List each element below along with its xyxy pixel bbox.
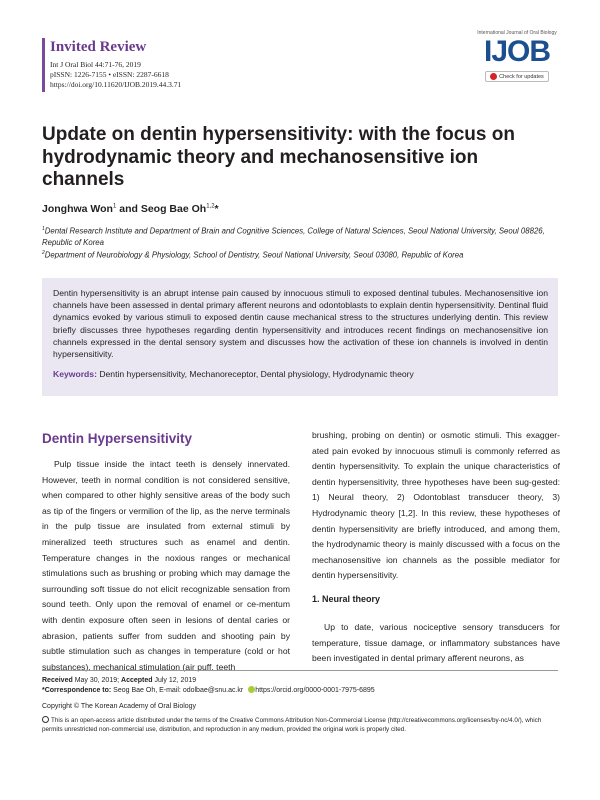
- received-date: May 30, 2019;: [72, 677, 122, 684]
- article-type: Invited Review: [50, 39, 147, 55]
- right-column: [312, 428, 560, 667]
- authors: [42, 203, 219, 215]
- keywords-list: Dentin hypersensitivity, Mechanoreceptor, Dental physiology, Hydrodynamic theory: [96, 369, 414, 380]
- abstract-text: Dentin hypersensitivity is an abrupt intense pain caused by innocuous stimuli to exposed dentinal tubules. Mechanosensitive ion channels have been assessed in dental primary afferent neurons and odontoblasts to explain dentin hypersensitivity. Dentinal fluid dynamics evoked by various stimuli to exposed dentin cause mechanical stress to the structures underlying dentin. This review briefly discusses three hypotheses regarding dentin hypersensitivity and introduces recent findings on mechanosensitive ion channels expressed in the dental sensory system and discusses how the activation of these ion channels is involved in dentin hypersensitivity.: [53, 288, 548, 360]
- author-separator: and: [116, 203, 141, 215]
- left-paragraph: Pulp tissue inside the intact teeth is densely innervated. However, teeth in normal condition is not considered sensitive, when compared to other highly sensitive areas of the body such as tip of the fingers or vermilion of the lip, as the nerve terminals in the pulp tissue are insulated from external stimuli by mineralized teeth structures such as enamel and dentin. Temperature changes in the noxious ranges or mechanical stimulations such as brushing or probing which may damage the surrounding soft tissue do not elicit recognizable sensation from sound teeth. Only upon the removal of enamel or ce-mentum with dentin exposure often seen in lesions of dental caries or abrasion, patients suffer from sudden and shooting pain by subtle stimulation such as changes in temperature (cold or hot substances), mechanical stimulation (air puff, teeth: [42, 459, 290, 672]
- author-2-affil: 1,2: [206, 203, 215, 210]
- copyright: Copyright © The Korean Academy of Oral Biology: [42, 703, 197, 710]
- article-title: Update on dentin hypersensitivity: with the focus on hydrodynamic theory and mechanosensitive ion channels: [42, 124, 515, 190]
- journal-logo: [472, 30, 562, 85]
- cc-license-icon: [42, 716, 49, 723]
- issn-line: pISSN: 1226-7155 • eISSN: 2287-6618: [50, 70, 169, 79]
- author-1-affil: 1: [112, 203, 117, 210]
- affiliation-1: [42, 224, 562, 248]
- affiliation-2: [42, 248, 562, 261]
- corresponding-mark: *: [214, 203, 219, 215]
- received-label: Received: [42, 677, 73, 684]
- journal-full-name: International Journal of Oral Biology: [477, 30, 557, 36]
- affiliation-2-number: 2: [42, 250, 45, 256]
- keywords: [53, 369, 548, 379]
- license-text: This is an open-access article distributed under the terms of the Creative Commons Attribution Non-Commercial License (http://creativecommons.org/licenses/by-nc/4.0/), which permits unrestricted non-commercial use, distribution, and reproduction in any medium, provided the original work is properly cited.: [42, 717, 542, 733]
- subheading-neural-theory: 1. Neural theory: [312, 593, 381, 604]
- header-text: [50, 38, 181, 90]
- accepted-label: Accepted: [121, 677, 153, 684]
- section-heading: Dentin Hypersensitivity: [42, 431, 193, 446]
- doi-link[interactable]: https://doi.org/10.11620/IJOB.2019.44.3.71: [50, 80, 182, 89]
- correspondence-line: [42, 686, 558, 696]
- journal-citation: Int J Oral Biol 44:71-76, 2019: [50, 60, 141, 69]
- updates-icon: [490, 73, 497, 80]
- footer: [42, 670, 558, 734]
- orcid-link[interactable]: https://orcid.org/0000-0001-7975-6895: [255, 687, 375, 694]
- affiliation-1-number: 1: [42, 226, 45, 232]
- right-paragraph: brushing, probing on dentin) or osmotic stimuli. This exagger-ated pain evoked by innocuous stimuli is commonly referred as dentin hypersensitivity. To explain the unique characteristics of dentin hypersensitivity, three hypotheses have been sug-gested: 1) Neural theory, 2) Odontoblast transducer theory, 3) Hydrodynamic theory [1,2]. In this review, these hypotheses of dentin hypersensitivity are briefly introduced, and among them, the hydrodynamic theory is mainly discussed with a focus on the mechanosensitive ion channels as the possible mediator for dentin hypersensitivity.: [312, 430, 560, 581]
- author-2: Seog Bae Oh: [140, 203, 207, 215]
- header-accent-bar: [42, 38, 45, 92]
- affiliation-1-text: Dental Research Institute and Department of Brain and Cognitive Sciences, College of Natural Sciences, Seoul National University, Seoul 08826, Republic of Korea: [42, 226, 545, 247]
- dates-line: [42, 676, 558, 686]
- journal-acronym: IJOB: [483, 35, 551, 68]
- check-for-updates-button[interactable]: [485, 71, 549, 82]
- affiliation-2-text: Department of Neurobiology & Physiology, School of Dentistry, Seoul National University, Seoul 03080, Republic of Korea: [44, 250, 464, 260]
- correspondence-text: Seog Bae Oh, E-mail: odolbae@snu.ac.kr: [111, 687, 246, 694]
- left-column: [42, 428, 290, 675]
- correspondence-label: *Correspondence to:: [42, 687, 112, 694]
- updates-label: Check for updates: [499, 73, 544, 80]
- abstract-box: [42, 278, 558, 396]
- license: [42, 716, 558, 734]
- accepted-date: July 12, 2019: [152, 677, 197, 684]
- author-1: Jonghwa Won: [42, 203, 113, 215]
- keywords-label: Keywords:: [53, 369, 97, 380]
- right-paragraph-2: Up to date, various nociceptive sensory transducers for temperature, tissue damage, or inflammatory substances have been investigated in dental primary afferent neurons, as: [312, 621, 560, 664]
